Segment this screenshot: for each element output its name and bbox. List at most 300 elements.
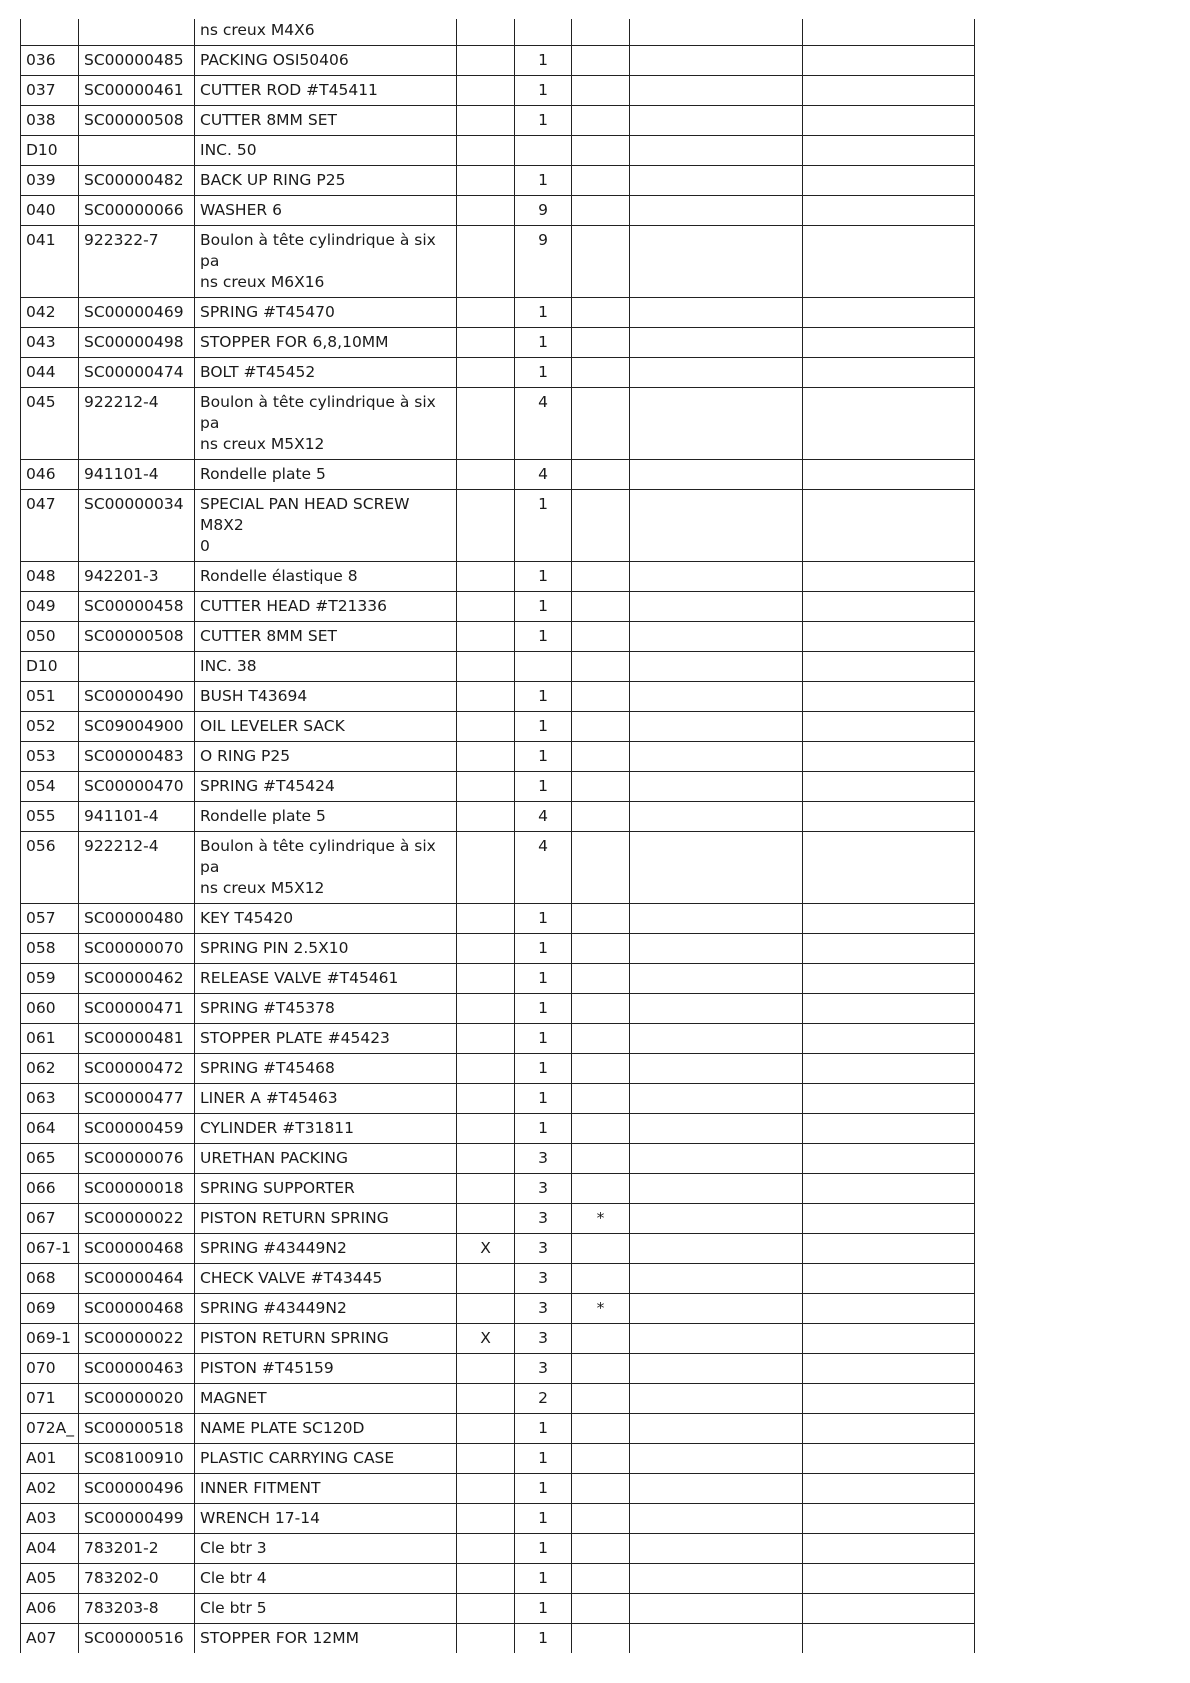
note-mark-cell	[572, 964, 630, 994]
description-cell: RELEASE VALVE #T45461	[195, 964, 457, 994]
quantity-cell: 3	[515, 1264, 572, 1294]
x-mark-cell	[457, 1084, 515, 1114]
table-row	[21, 1474, 975, 1504]
note-mark-cell	[572, 712, 630, 742]
description-cell: BUSH T43694	[195, 682, 457, 712]
table-row	[21, 682, 975, 712]
x-mark-cell	[457, 1174, 515, 1204]
description-cell: KEY T45420	[195, 904, 457, 934]
description-cell: PISTON #T45159	[195, 1354, 457, 1384]
description-cell: OIL LEVELER SACK	[195, 712, 457, 742]
note-mark-cell	[572, 1414, 630, 1444]
quantity-cell: 3	[515, 1204, 572, 1234]
blank-cell	[630, 388, 803, 460]
description-cell: Cle btr 3	[195, 1534, 457, 1564]
blank-cell	[803, 1384, 975, 1414]
note-mark-cell	[572, 1564, 630, 1594]
note-mark-cell	[572, 832, 630, 904]
part-number-cell: A01	[21, 1444, 79, 1474]
blank-cell	[803, 772, 975, 802]
blank-cell	[630, 934, 803, 964]
x-mark-cell	[457, 328, 515, 358]
blank-cell	[630, 652, 803, 682]
table-row	[21, 136, 975, 166]
description-cell: SPRING PIN 2.5X10	[195, 934, 457, 964]
blank-cell	[803, 1504, 975, 1534]
x-mark-cell	[457, 832, 515, 904]
x-mark-cell	[457, 1054, 515, 1084]
item-code-cell: 941101-4	[79, 802, 195, 832]
blank-cell	[803, 1114, 975, 1144]
item-code-cell: SC00000472	[79, 1054, 195, 1084]
quantity-cell: 1	[515, 772, 572, 802]
x-mark-cell	[457, 1294, 515, 1324]
blank-cell	[803, 832, 975, 904]
quantity-cell: 1	[515, 712, 572, 742]
part-number-cell: D10	[21, 652, 79, 682]
blank-cell	[803, 1324, 975, 1354]
x-mark-cell	[457, 1144, 515, 1174]
part-number-cell: 071	[21, 1384, 79, 1414]
table-row	[21, 904, 975, 934]
table-row	[21, 226, 975, 298]
description-cell: Cle btr 4	[195, 1564, 457, 1594]
table-row	[21, 1294, 975, 1324]
part-number-cell: 046	[21, 460, 79, 490]
part-number-cell: 039	[21, 166, 79, 196]
note-mark-cell	[572, 934, 630, 964]
part-number-cell: A02	[21, 1474, 79, 1504]
item-code-cell: SC00000022	[79, 1204, 195, 1234]
note-mark-cell	[572, 682, 630, 712]
table-row	[21, 1354, 975, 1384]
blank-cell	[630, 358, 803, 388]
item-code-cell: SC00000480	[79, 904, 195, 934]
x-mark-cell	[457, 1624, 515, 1654]
blank-cell	[803, 1174, 975, 1204]
item-code-cell: SC00000018	[79, 1174, 195, 1204]
blank-cell	[803, 1474, 975, 1504]
blank-cell	[630, 1084, 803, 1114]
part-number-cell: 069-1	[21, 1324, 79, 1354]
table-row	[21, 742, 975, 772]
part-number-cell: 043	[21, 328, 79, 358]
quantity-cell	[515, 652, 572, 682]
item-code-cell: SC00000498	[79, 328, 195, 358]
item-code-cell: SC00000477	[79, 1084, 195, 1114]
part-number-cell: 047	[21, 490, 79, 562]
table-row	[21, 1204, 975, 1234]
blank-cell	[803, 964, 975, 994]
blank-cell	[630, 1024, 803, 1054]
description-cell: STOPPER FOR 12MM	[195, 1624, 457, 1654]
note-mark-cell	[572, 1144, 630, 1174]
note-mark-cell	[572, 742, 630, 772]
blank-cell	[803, 1234, 975, 1264]
table-row	[21, 19, 975, 46]
part-number-cell: 063	[21, 1084, 79, 1114]
x-mark-cell	[457, 1414, 515, 1444]
part-number-cell: A07	[21, 1624, 79, 1654]
item-code-cell: SC00000468	[79, 1234, 195, 1264]
blank-cell	[630, 490, 803, 562]
quantity-cell: 1	[515, 1594, 572, 1624]
blank-cell	[803, 76, 975, 106]
description-cell: Boulon à tête cylindrique à six pa ns creux M6X16	[195, 226, 457, 298]
description-cell: SPRING #43449N2	[195, 1234, 457, 1264]
note-mark-cell	[572, 1504, 630, 1534]
table-row	[21, 1624, 975, 1654]
table-row	[21, 388, 975, 460]
part-number-cell: 042	[21, 298, 79, 328]
blank-cell	[803, 106, 975, 136]
blank-cell	[630, 1324, 803, 1354]
blank-cell	[630, 742, 803, 772]
part-number-cell: 040	[21, 196, 79, 226]
part-number-cell: 067-1	[21, 1234, 79, 1264]
blank-cell	[803, 742, 975, 772]
part-number-cell: 055	[21, 802, 79, 832]
table-row	[21, 298, 975, 328]
parts-list-body	[21, 19, 975, 1653]
x-mark-cell	[457, 592, 515, 622]
x-mark-cell	[457, 1204, 515, 1234]
item-code-cell	[79, 19, 195, 46]
part-number-cell: 049	[21, 592, 79, 622]
note-mark-cell: *	[572, 1204, 630, 1234]
x-mark-cell	[457, 1564, 515, 1594]
blank-cell	[630, 1474, 803, 1504]
x-mark-cell	[457, 1534, 515, 1564]
blank-cell	[803, 802, 975, 832]
note-mark-cell	[572, 904, 630, 934]
note-mark-cell	[572, 166, 630, 196]
x-mark-cell	[457, 802, 515, 832]
x-mark-cell	[457, 934, 515, 964]
note-mark-cell	[572, 106, 630, 136]
description-cell: WASHER 6	[195, 196, 457, 226]
note-mark-cell	[572, 1594, 630, 1624]
x-mark-cell	[457, 1024, 515, 1054]
quantity-cell: 1	[515, 358, 572, 388]
part-number-cell: A06	[21, 1594, 79, 1624]
note-mark-cell	[572, 802, 630, 832]
blank-cell	[803, 46, 975, 76]
quantity-cell: 1	[515, 622, 572, 652]
table-row	[21, 1144, 975, 1174]
x-mark-cell	[457, 682, 515, 712]
blank-cell	[803, 460, 975, 490]
item-code-cell: SC00000518	[79, 1414, 195, 1444]
description-cell: STOPPER FOR 6,8,10MM	[195, 328, 457, 358]
quantity-cell: 1	[515, 934, 572, 964]
table-row	[21, 1564, 975, 1594]
quantity-cell: 1	[515, 1024, 572, 1054]
blank-cell	[803, 904, 975, 934]
quantity-cell: 1	[515, 1444, 572, 1474]
x-mark-cell	[457, 106, 515, 136]
part-number-cell: 057	[21, 904, 79, 934]
item-code-cell: 922212-4	[79, 388, 195, 460]
table-row	[21, 964, 975, 994]
blank-cell	[630, 19, 803, 46]
description-cell: SPRING #T45468	[195, 1054, 457, 1084]
blank-cell	[630, 1384, 803, 1414]
x-mark-cell	[457, 1354, 515, 1384]
table-row	[21, 592, 975, 622]
part-number-cell: 062	[21, 1054, 79, 1084]
note-mark-cell	[572, 772, 630, 802]
table-row	[21, 1414, 975, 1444]
part-number-cell: 059	[21, 964, 79, 994]
note-mark-cell	[572, 460, 630, 490]
blank-cell	[803, 388, 975, 460]
part-number-cell: 069	[21, 1294, 79, 1324]
quantity-cell: 1	[515, 328, 572, 358]
note-mark-cell	[572, 1474, 630, 1504]
quantity-cell: 3	[515, 1294, 572, 1324]
blank-cell	[630, 832, 803, 904]
table-row	[21, 196, 975, 226]
item-code-cell: SC09004900	[79, 712, 195, 742]
description-cell: LINER A #T45463	[195, 1084, 457, 1114]
x-mark-cell	[457, 964, 515, 994]
table-row	[21, 1504, 975, 1534]
quantity-cell: 1	[515, 1504, 572, 1534]
blank-cell	[803, 994, 975, 1024]
x-mark-cell	[457, 742, 515, 772]
item-code-cell: 783203-8	[79, 1594, 195, 1624]
x-mark-cell	[457, 358, 515, 388]
description-cell: INC. 38	[195, 652, 457, 682]
x-mark-cell	[457, 1504, 515, 1534]
blank-cell	[803, 1054, 975, 1084]
item-code-cell: SC00000508	[79, 106, 195, 136]
blank-cell	[630, 712, 803, 742]
item-code-cell: SC00000066	[79, 196, 195, 226]
table-row	[21, 1084, 975, 1114]
part-number-cell: 067	[21, 1204, 79, 1234]
quantity-cell: 1	[515, 964, 572, 994]
quantity-cell: 1	[515, 904, 572, 934]
blank-cell	[803, 934, 975, 964]
item-code-cell: SC00000020	[79, 1384, 195, 1414]
blank-cell	[803, 358, 975, 388]
blank-cell	[803, 1084, 975, 1114]
note-mark-cell	[572, 592, 630, 622]
note-mark-cell	[572, 1234, 630, 1264]
quantity-cell: 4	[515, 460, 572, 490]
quantity-cell: 1	[515, 1084, 572, 1114]
quantity-cell: 3	[515, 1234, 572, 1264]
table-row	[21, 562, 975, 592]
item-code-cell: 922322-7	[79, 226, 195, 298]
quantity-cell: 3	[515, 1144, 572, 1174]
blank-cell	[630, 328, 803, 358]
table-row	[21, 1534, 975, 1564]
x-mark-cell	[457, 994, 515, 1024]
x-mark-cell	[457, 1264, 515, 1294]
description-cell: CYLINDER #T31811	[195, 1114, 457, 1144]
item-code-cell: SC00000470	[79, 772, 195, 802]
blank-cell	[803, 1534, 975, 1564]
blank-cell	[630, 166, 803, 196]
quantity-cell: 4	[515, 388, 572, 460]
description-cell: URETHAN PACKING	[195, 1144, 457, 1174]
description-cell: CUTTER HEAD #T21336	[195, 592, 457, 622]
blank-cell	[630, 460, 803, 490]
quantity-cell: 4	[515, 802, 572, 832]
quantity-cell: 1	[515, 1474, 572, 1504]
description-cell: SPRING #T45378	[195, 994, 457, 1024]
blank-cell	[630, 1144, 803, 1174]
x-mark-cell	[457, 1114, 515, 1144]
blank-cell	[803, 562, 975, 592]
blank-cell	[630, 772, 803, 802]
note-mark-cell	[572, 226, 630, 298]
blank-cell	[630, 226, 803, 298]
description-cell: WRENCH 17-14	[195, 1504, 457, 1534]
description-cell: ns creux M4X6	[195, 19, 457, 46]
quantity-cell: 1	[515, 1624, 572, 1654]
note-mark-cell	[572, 358, 630, 388]
blank-cell	[803, 652, 975, 682]
item-code-cell: 922212-4	[79, 832, 195, 904]
table-row	[21, 1264, 975, 1294]
description-cell: PLASTIC CARRYING CASE	[195, 1444, 457, 1474]
note-mark-cell	[572, 328, 630, 358]
part-number-cell: 060	[21, 994, 79, 1024]
description-cell: STOPPER PLATE #45423	[195, 1024, 457, 1054]
part-number-cell: A05	[21, 1564, 79, 1594]
part-number-cell: 058	[21, 934, 79, 964]
description-cell: CUTTER 8MM SET	[195, 106, 457, 136]
quantity-cell: 1	[515, 1564, 572, 1594]
blank-cell	[630, 994, 803, 1024]
description-cell: INC. 50	[195, 136, 457, 166]
x-mark-cell	[457, 46, 515, 76]
quantity-cell: 1	[515, 76, 572, 106]
blank-cell	[630, 76, 803, 106]
blank-cell	[803, 490, 975, 562]
blank-cell	[630, 802, 803, 832]
blank-cell	[803, 19, 975, 46]
table-row	[21, 358, 975, 388]
description-cell: Boulon à tête cylindrique à six pa ns creux M5X12	[195, 832, 457, 904]
description-cell: Cle btr 5	[195, 1594, 457, 1624]
blank-cell	[803, 712, 975, 742]
item-code-cell: SC00000022	[79, 1324, 195, 1354]
item-code-cell: SC00000464	[79, 1264, 195, 1294]
note-mark-cell	[572, 1054, 630, 1084]
quantity-cell: 1	[515, 742, 572, 772]
part-number-cell: 053	[21, 742, 79, 772]
table-row	[21, 490, 975, 562]
part-number-cell: 065	[21, 1144, 79, 1174]
x-mark-cell	[457, 226, 515, 298]
quantity-cell: 3	[515, 1354, 572, 1384]
part-number-cell: 041	[21, 226, 79, 298]
blank-cell	[630, 1354, 803, 1384]
blank-cell	[803, 196, 975, 226]
blank-cell	[630, 1444, 803, 1474]
quantity-cell: 1	[515, 490, 572, 562]
blank-cell	[803, 1414, 975, 1444]
note-mark-cell	[572, 562, 630, 592]
note-mark-cell	[572, 46, 630, 76]
quantity-cell: 1	[515, 562, 572, 592]
description-cell: CHECK VALVE #T43445	[195, 1264, 457, 1294]
note-mark-cell	[572, 1534, 630, 1564]
description-cell: MAGNET	[195, 1384, 457, 1414]
item-code-cell: SC00000474	[79, 358, 195, 388]
note-mark-cell	[572, 994, 630, 1024]
quantity-cell: 9	[515, 196, 572, 226]
blank-cell	[803, 226, 975, 298]
note-mark-cell	[572, 1174, 630, 1204]
blank-cell	[630, 1564, 803, 1594]
item-code-cell: SC00000471	[79, 994, 195, 1024]
blank-cell	[630, 1234, 803, 1264]
description-cell: NAME PLATE SC120D	[195, 1414, 457, 1444]
table-row	[21, 712, 975, 742]
table-row	[21, 106, 975, 136]
item-code-cell	[79, 136, 195, 166]
quantity-cell: 1	[515, 1054, 572, 1084]
item-code-cell: SC00000459	[79, 1114, 195, 1144]
blank-cell	[630, 1504, 803, 1534]
blank-cell	[803, 1594, 975, 1624]
x-mark-cell	[457, 298, 515, 328]
item-code-cell: 941101-4	[79, 460, 195, 490]
blank-cell	[630, 1294, 803, 1324]
table-row	[21, 652, 975, 682]
x-mark-cell	[457, 1384, 515, 1414]
blank-cell	[803, 298, 975, 328]
blank-cell	[630, 682, 803, 712]
item-code-cell: SC00000462	[79, 964, 195, 994]
part-number-cell: 044	[21, 358, 79, 388]
item-code-cell: SC00000463	[79, 1354, 195, 1384]
item-code-cell: SC00000516	[79, 1624, 195, 1654]
part-number-cell: A03	[21, 1504, 79, 1534]
blank-cell	[630, 46, 803, 76]
quantity-cell	[515, 19, 572, 46]
part-number-cell: 045	[21, 388, 79, 460]
x-mark-cell	[457, 622, 515, 652]
note-mark-cell	[572, 1024, 630, 1054]
quantity-cell: 1	[515, 592, 572, 622]
description-cell: CUTTER 8MM SET	[195, 622, 457, 652]
blank-cell	[630, 1594, 803, 1624]
item-code-cell: SC00000461	[79, 76, 195, 106]
quantity-cell: 1	[515, 1114, 572, 1144]
part-number-cell: 066	[21, 1174, 79, 1204]
x-mark-cell	[457, 1474, 515, 1504]
x-mark-cell	[457, 904, 515, 934]
blank-cell	[803, 166, 975, 196]
part-number-cell: 050	[21, 622, 79, 652]
blank-cell	[630, 1414, 803, 1444]
description-cell: Rondelle plate 5	[195, 460, 457, 490]
quantity-cell: 3	[515, 1174, 572, 1204]
description-cell: SPECIAL PAN HEAD SCREW M8X2 0	[195, 490, 457, 562]
x-mark-cell	[457, 1444, 515, 1474]
x-mark-cell	[457, 772, 515, 802]
table-row	[21, 1234, 975, 1264]
part-number-cell: 038	[21, 106, 79, 136]
blank-cell	[630, 562, 803, 592]
